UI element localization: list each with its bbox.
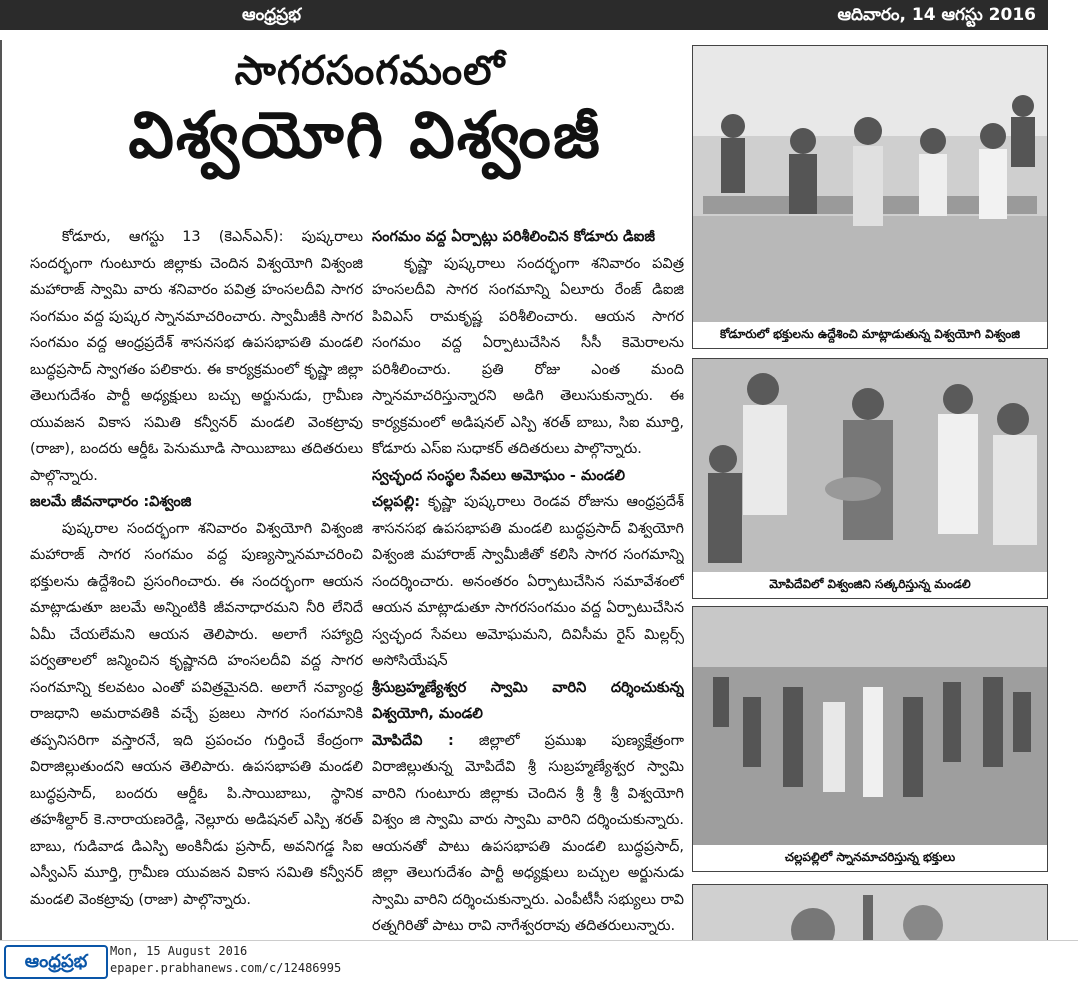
footer-url[interactable]: epaper.prabhanews.com/c/12486995 bbox=[110, 961, 342, 975]
dateline: మోపిదేవి : bbox=[372, 732, 454, 749]
article-column-1 bbox=[30, 224, 363, 936]
photo-kodur-speech bbox=[692, 45, 1048, 323]
photo-mopidevi-felicitation bbox=[692, 358, 1048, 573]
article-paragraph bbox=[372, 489, 684, 675]
publication-name: ఆంధ్రప్రభ bbox=[242, 5, 302, 25]
issue-date: ఆదివారం, 14 ఆగస్టు 2016 bbox=[837, 5, 1036, 25]
dateline: చల్లపల్లి: bbox=[372, 494, 421, 510]
subheading: జలమే జీవనాధారం :విశ్వంజి bbox=[30, 494, 192, 510]
headline-kicker: సాగరసంగమంలో bbox=[234, 48, 506, 94]
footer-meta bbox=[110, 943, 341, 977]
photo-caption: మోపిదేవిలో విశ్వంజిని సత్కరిస్తున్న మండలి bbox=[692, 572, 1048, 599]
photo-challapalli-bathing bbox=[692, 606, 1048, 846]
subheading: సంగమం వద్ద ఏర్పాట్లు పరిశీలించిన కోడూరు డిఐజీ bbox=[372, 229, 655, 245]
temple-image bbox=[693, 885, 1047, 941]
masthead-bar bbox=[0, 0, 1048, 30]
photo-temple-partial bbox=[692, 884, 1048, 942]
photo-caption: కోడూరులో భక్తులను ఉద్దేశించి మాట్లాడుతున్న విశ్వయోగి విశ్వంజి bbox=[692, 322, 1048, 349]
brand-logo[interactable]: ఆంధ్రప్రభ bbox=[4, 945, 108, 979]
crowd-seated-image bbox=[693, 46, 1047, 322]
left-column-rule bbox=[0, 40, 6, 940]
article-paragraph bbox=[372, 728, 684, 940]
article-paragraph: పుష్కరాల సందర్భంగా శనివారం విశ్వయోగి విశ్వంజి మహారాజ్ సాగర సంగమం వద్ద పుణ్యస్నానమాచరించి భక్తులను ఉద్దేశించి ప్రసంగించారు. ఈ సందర్భంగా ఆయన మాట్లాడుతూ జలమే అన్నింటికి జీవనాధారమని నీరి లేనిదే ఏమీ చేయలేమని ఆయన తెలిపారు. అలాగే సహ్యాద్రి పర్వతాలలో జన్మించిన కృష్ణానది హంసలదీవి వద్ద సాగర సంగమాన్ని కలవటం ఎంతో పవిత్రమైనది. అలాగే నవ్యాంధ్ర రాజధాని అమరావతికి వచ్చే ప్రజలు సాగర సంగమానికి తప్పనిసరిగా వస్తారనే, ఇది ప్రపంచం గుర్తించే కేంద్రంగా విరాజిల్లుతుందని ఆయన తెలిపారు. ఉపసభాపతి మండలి బుద్ధప్రసాద్, బందరు ఆర్డీఓ పి.సాయిబాబు, స్థానిక తహశీల్దార్ కె.నారాయణరెడ్డి, నెల్లూరు అడిషనల్ ఎస్పి శరత్ బాబు, గుడివాడ డిఎస్పి అంకినీడు ప్రసాద్, అవనిగడ్డ సిఐ ఎస్వీఎస్ మూర్తి, గ్రామీణ యువజన వికాస సమితి కన్వీనర్ మండలి వెంకట్రావు (రాజా) పాల్గొన్నారు. bbox=[30, 520, 363, 908]
article-column-2 bbox=[372, 224, 684, 940]
article-paragraph: కృష్ణా పుష్కరాలు సందర్భంగా శనివారం పవిత్ర హంసలదీవి సాగర సంగమాన్ని ఏలూరు రేంజ్ డిఐజి పివిఎస్ రామకృష్ణ పరిశీలించారు. ఆయన సాగర సంగమం వద్ద ఏర్పాటుచేసిన సీసీ కెమెరాలను పరిశీలించారు. ప్రతి రోజు ఎంత మంది స్నానమాచరిస్తున్నారని అడిగి తెలుసుకున్నారు. ఈ కార్యక్రమంలో అడిషనల్ ఎస్పి శరత్ బాబు, సిఐ మూర్తి, కోడూరు ఎస్ఐ సుధాకర్ తదితరులు పాల్గొన్నారు. bbox=[372, 255, 684, 457]
headline-title: విశ్వయోగి విశ్వంజీ bbox=[128, 99, 602, 173]
epaper-footer bbox=[0, 940, 1078, 981]
river-bathing-image bbox=[693, 607, 1047, 845]
subheading: స్వచ్ఛంద సంస్థల సేవలు అమోఘం - మండలి bbox=[372, 467, 626, 484]
article-paragraph: కోడూరు, ఆగస్టు 13 (కెఎన్ఎన్): పుష్కరాలు సందర్భంగా గుంటూరు జిల్లాకు చెందిన విశ్వయోగి విశ్వంజి మహారాజ్ స్వామి వారు శనివారం పవిత్ర హంసలదీవి సాగర సంగమం వద్ద పుష్కర స్నానమాచరించారు. స్వామీజీకి సాగర సంగమం వద్ద ఆంధ్రప్రదేశ్ శాసనసభ ఉపసభాపతి మండలి బుద్ధప్రసాద్ స్వాగతం పలికారు. ఈ కార్యక్రమంలో కృష్ణా జిల్లా తెలుగుదేశం పార్టీ అధ్యక్షులు బచ్చు అర్జునుడు, గ్రామీణ యువజన వికాస సమితి కన్వీనర్ మండలి వెంకట్రావు (రాజా), బందరు ఆర్డీఓ పెనుమూడి సాయిబాబు తదితరులు పాల్గొన్నారు. bbox=[30, 229, 363, 484]
photo-caption: చల్లపల్లిలో స్నానమాచరిస్తున్న భక్తులు bbox=[692, 845, 1048, 872]
footer-date: Mon, 15 August 2016 bbox=[110, 944, 248, 958]
felicitation-image bbox=[693, 359, 1047, 572]
paragraph-text: జిల్లాలో ప్రముఖ పుణ్యక్షేత్రంగా విరాజిల్లుతున్న మోపిదేవి శ్రీ సుబ్రహ్మణ్యేశ్వర స్వామి వారిని గుంటూరు జిల్లాకు చెందిన శ్రీ శ్రీ శ్రీ విశ్వయోగి విశ్వం జి స్వామి వారు స్వామి వారిని దర్శించుకున్నారు. ఆయనతో పాటు ఉపసభాపతి మండలి బుద్ధప్రసాద్, జిల్లా తెలుగుదేశం పార్టీ అధ్యక్షులు బచ్చుల అర్జునుడు స్వామి వారిని దర్శించుకున్నారు. ఎంపీటీసీ సభ్యులు రావి రత్నగిరితో పాటు రావి నాగేశ్వరరావు తదితరులున్నారు. bbox=[372, 732, 684, 934]
paragraph-text: కృష్ణా పుష్కరాలు రెండవ రోజును ఆంధ్రప్రదేశ్ శాసనసభ ఉపసభాపతి మండలి బుద్ధప్రసాద్ విశ్వయోగి విశ్వంజి మహారాజ్ స్వామీజీతో కలిసి సాగర సంగమాన్ని సందర్శించారు. అనంతరం ఏర్పాటుచేసిన సమావేశంలో ఆయన మాట్లాడుతూ సాగరసంగమం వద్ద ఏర్పాటుచేసిన స్వచ్ఛంద సేవలు అమోఘమని, దివిసీమ రైస్ మిల్లర్స్ అసోసియేషన్ bbox=[372, 494, 684, 669]
subheading: శ్రీసుబ్రహ్మణ్యేశ్వర స్వామి వారిని దర్శించుకున్న విశ్వయోగి, మండలి bbox=[372, 679, 684, 722]
